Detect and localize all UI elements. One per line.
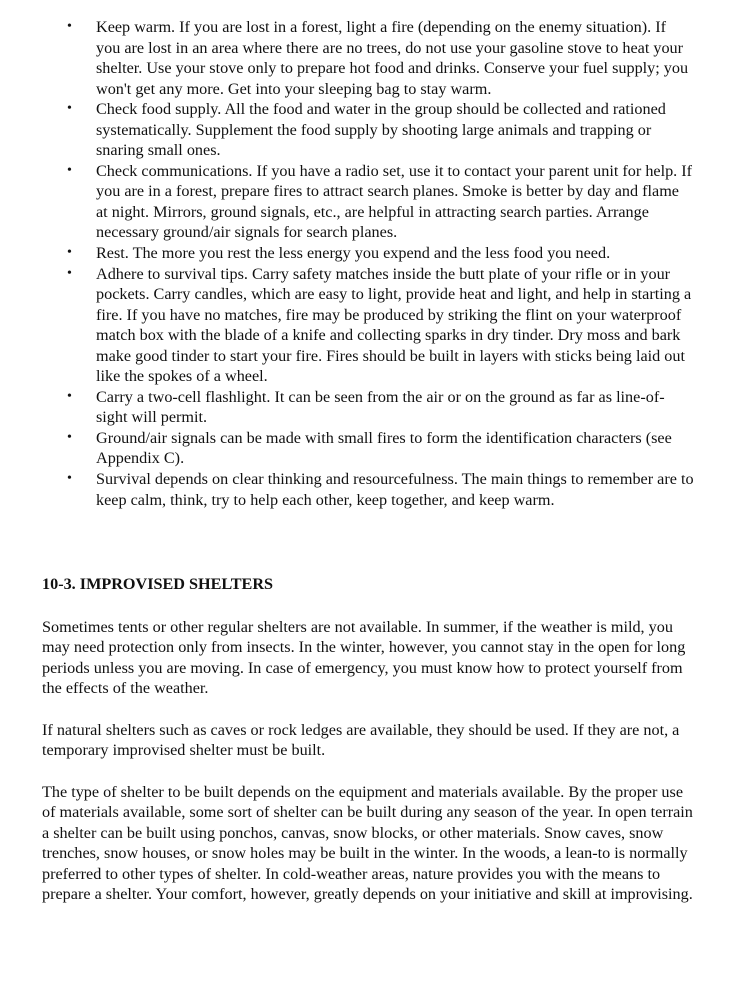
section-heading: 10-3. IMPROVISED SHELTERS (42, 575, 274, 593)
bullet-icon: • (67, 162, 72, 178)
list-item-text: Ground/air signals can be made with small fires to form the identification characters (see Appendix C). (96, 428, 672, 468)
list-item (0, 17, 746, 99)
list-item (0, 99, 746, 161)
list-item-text: Check communications. If you have a radio set, use it to contact your parent unit for help. If you are in a forest, prepare fires to attract search planes. Smoke is better by day and flame at night. Mirrors, ground signals, etc., are helpful in attracting search parties. Arrange necessary ground/air signals for search planes. (96, 161, 693, 242)
body-paragraph: If natural shelters such as caves or rock ledges are available, they should be used. If they are not, a temporary improvised shelter must be built. (42, 721, 680, 760)
survival-tips-list (0, 17, 746, 510)
list-item (0, 264, 746, 387)
body-paragraph: Sometimes tents or other regular shelters are not available. In summer, if the weather is mild, you may need protection only from insects. In the winter, however, you cannot stay in the open for long periods unless you are moving. In case of emergency, you must know how to protect yourself from the effects of the weather. (42, 618, 686, 698)
bullet-icon: • (67, 245, 72, 261)
list-item (0, 469, 746, 510)
bullet-icon: • (67, 265, 72, 281)
list-item (0, 243, 746, 264)
list-item (0, 387, 746, 428)
bullet-icon: • (67, 471, 72, 487)
list-item-text: Rest. The more you rest the less energy you expend and the less food you need. (96, 244, 611, 263)
list-item-text: Adhere to survival tips. Carry safety matches inside the butt plate of your rifle or in your pockets. Carry candles, which are easy to light, provide heat and light, and help in starting a fire. If you have no matches, fire may be produced by striking the flint on your waterproof match box with the blade of a knife and collecting sparks in dry tinder. Dry moss and bark make good tinder to start your fire. Fires should be built in layers with sticks being laid out like the spokes of a wheel. (96, 264, 692, 386)
body-paragraph: The type of shelter to be built depends on the equipment and materials available. By the proper use of materials available, some sort of shelter can be built during any season of the year. In open terrain a shelter can be built using ponchos, canvas, snow blocks, or other materials. Snow caves, snow trenches, snow houses, or snow holes may be built in the winter. In the woods, a lean-to is normally preferred to other types of shelter. In cold-weather areas, nature provides you with the means to prepare a shelter. Your comfort, however, greatly depends on your initiative and skill at improvising. (42, 783, 693, 904)
bullet-icon: • (67, 429, 72, 445)
list-item-text: Carry a two-cell flashlight. It can be seen from the air or on the ground as far as line-of-sight will permit. (96, 387, 665, 427)
bullet-icon: • (67, 19, 72, 34)
list-item-text: Keep warm. If you are lost in a forest, light a fire (depending on the enemy situation). If you are lost in an area where there are no trees, do not use your gasoline stove to heat your shelter. Use your stove only to prepare hot food and drinks. Conserve your fuel supply; you won't get any more. Get into your sleeping bag to stay warm. (96, 18, 689, 98)
list-item (0, 161, 746, 243)
list-item-text: Check food supply. All the food and water in the group should be collected and rationed systematically. Supplement the food supply by shooting large animals and trapping or snaring small ones. (96, 100, 666, 160)
list-item (0, 428, 746, 469)
list-item-text: Survival depends on clear thinking and resourcefulness. The main things to remember are to keep calm, think, try to help each other, keep together, and keep warm. (96, 470, 694, 509)
bullet-icon: • (67, 388, 72, 404)
bullet-icon: • (67, 101, 72, 117)
